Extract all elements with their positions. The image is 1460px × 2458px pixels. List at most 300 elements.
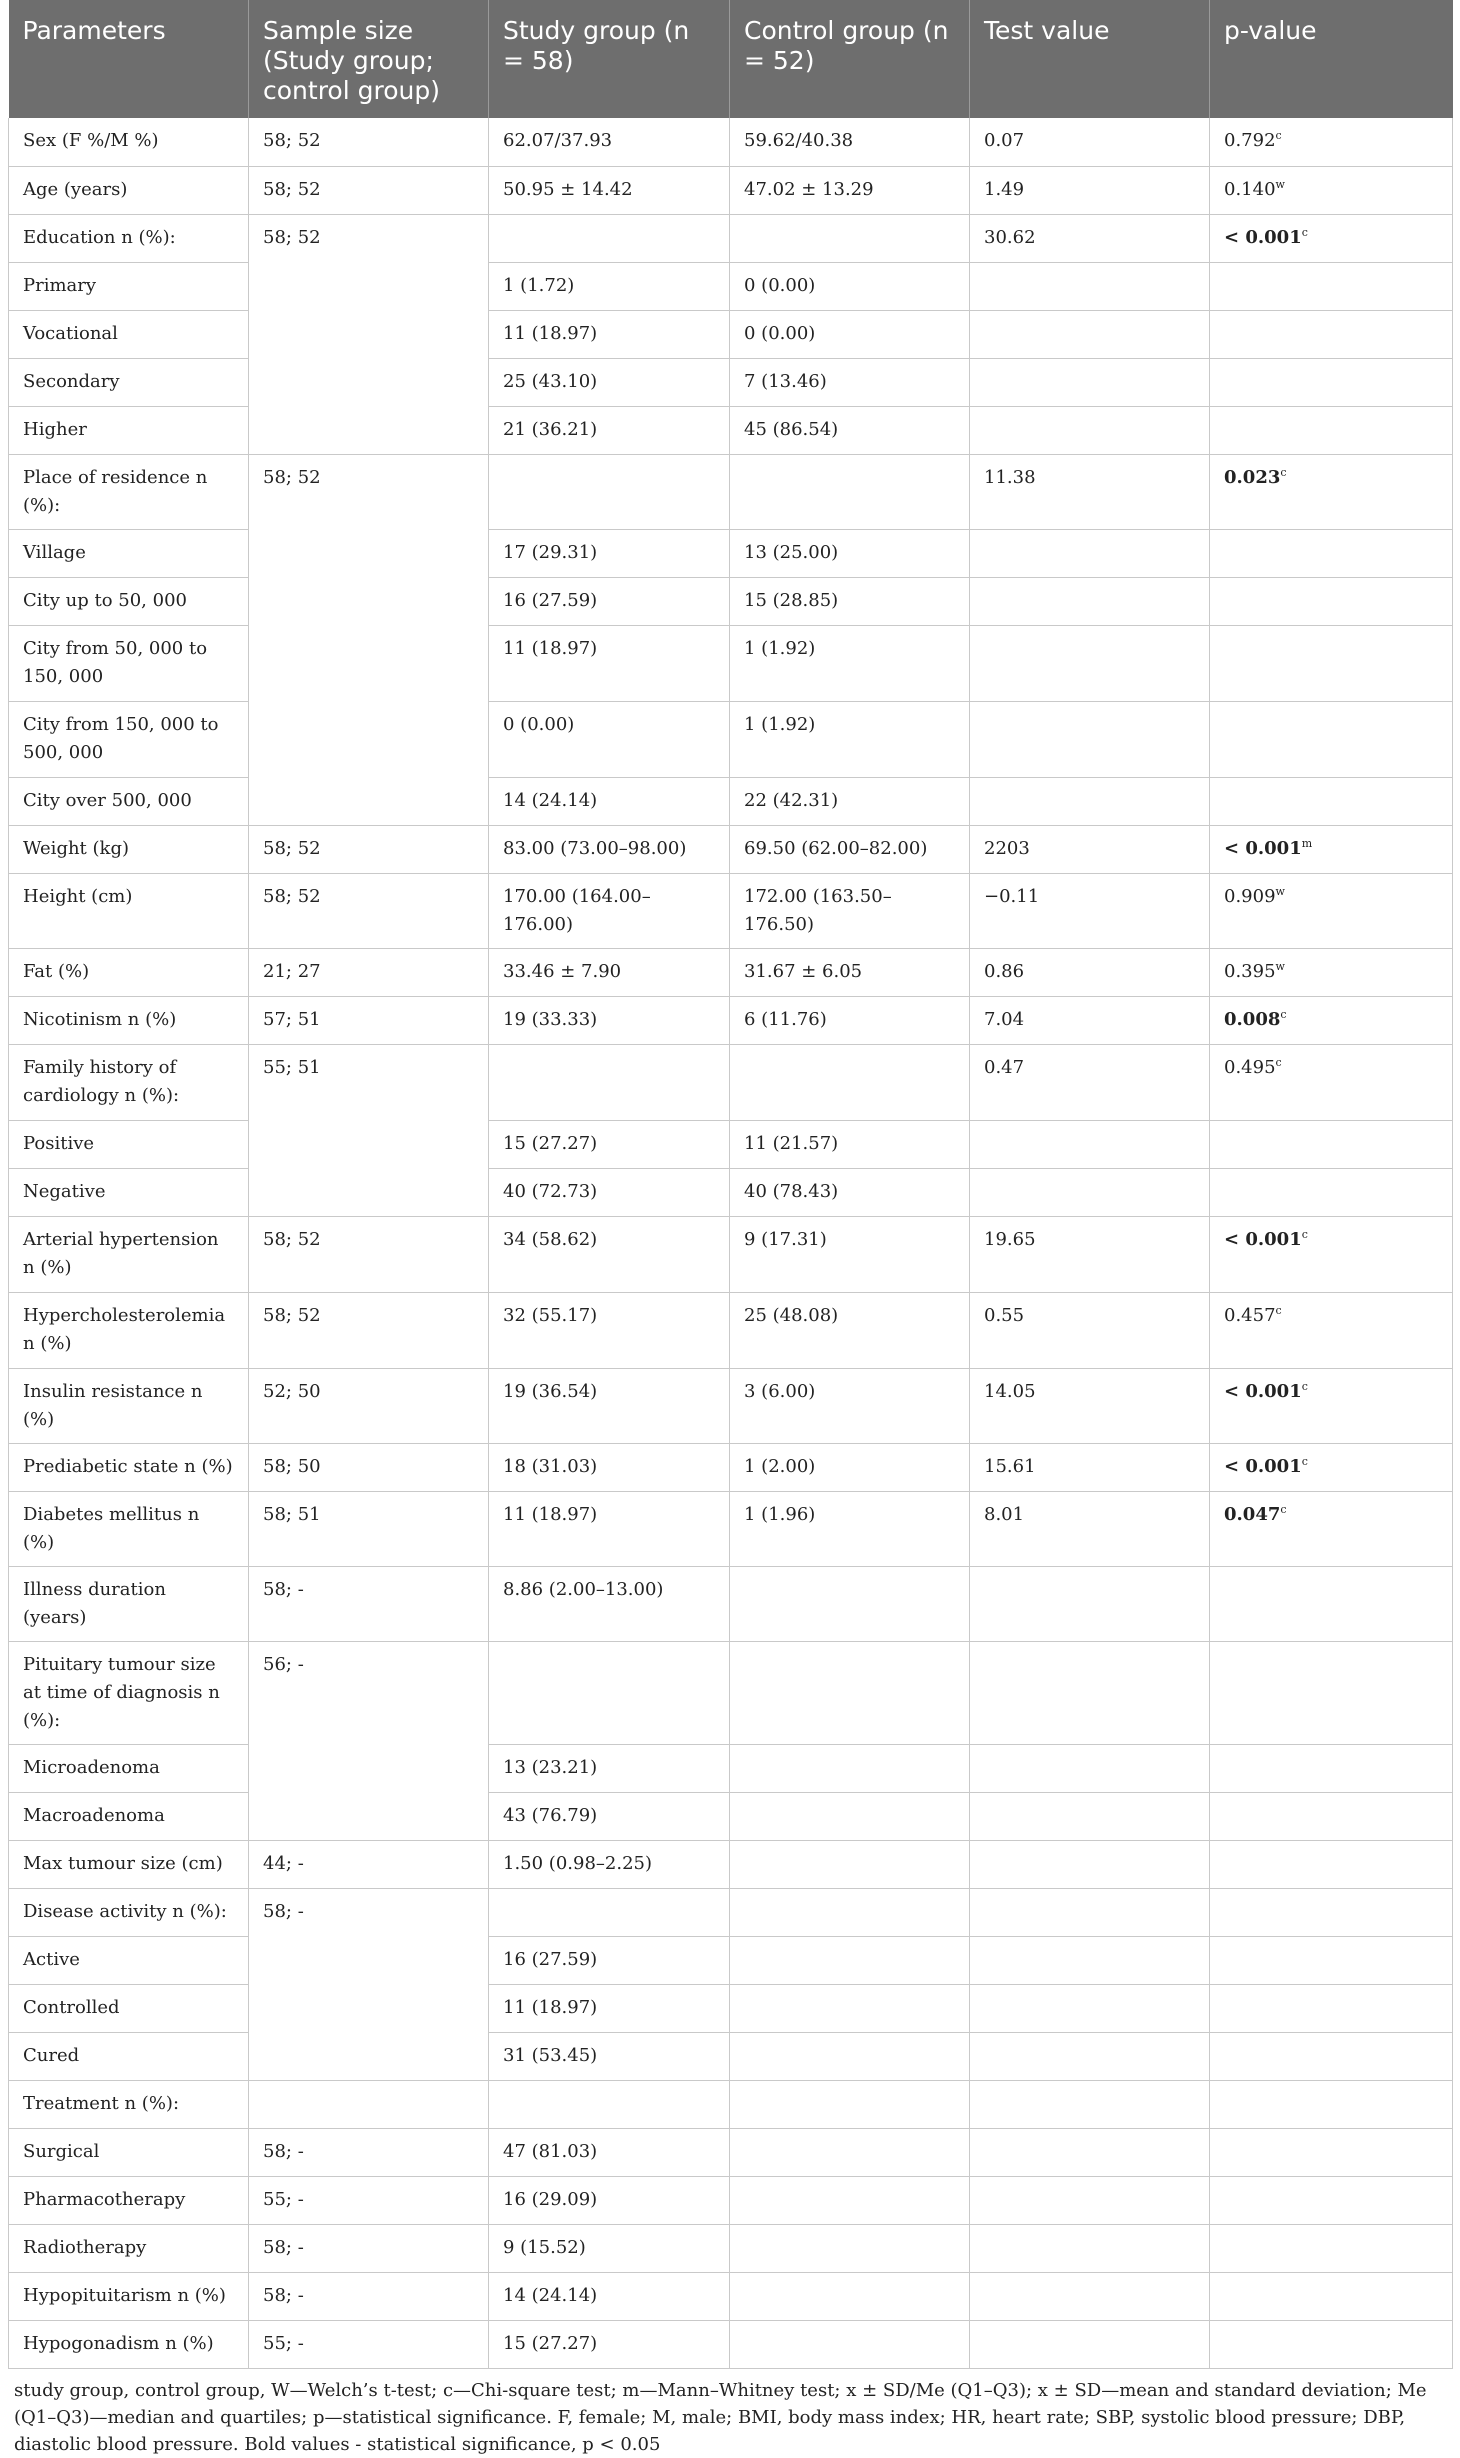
cell-sample-size: 58; 52 [249, 873, 489, 948]
cell-study-group [489, 1641, 730, 1744]
cell-p-value [1210, 1216, 1453, 1292]
cell-test-value [970, 1566, 1210, 1641]
cell-study-group: 18 (31.03) [489, 1443, 730, 1491]
cell-parameter: Pharmacotherapy [9, 2176, 249, 2224]
cell-p-value [1210, 1044, 1453, 1120]
cell-control-group [730, 1792, 970, 1840]
header-control-group: Control group (n = 52) [730, 0, 970, 118]
p-value-text: < 0.001 [1224, 1380, 1302, 1402]
table-row [9, 2272, 1453, 2320]
cell-sample-size: 58; - [249, 1888, 489, 2080]
cell-parameter: Primary [9, 262, 249, 310]
table-row [9, 777, 1453, 825]
cell-test-value [970, 625, 1210, 701]
cell-parameter: Vocational [9, 310, 249, 358]
cell-control-group: 1 (2.00) [730, 1443, 970, 1491]
table-row [9, 1566, 1453, 1641]
cell-p-value [1210, 310, 1453, 358]
cell-sample-size: 52; 50 [249, 1368, 489, 1443]
cell-test-value [970, 2272, 1210, 2320]
cell-study-group: 15 (27.27) [489, 2320, 730, 2368]
p-value-text: 0.457 [1224, 1304, 1276, 1326]
test-type-superscript: c [1301, 1454, 1308, 1468]
cell-p-value [1210, 777, 1453, 825]
test-type-superscript: w [1275, 884, 1285, 898]
cell-parameter: Place of residence n (%): [9, 454, 249, 529]
cell-p-value [1210, 1888, 1453, 1936]
cell-parameter: Fat (%) [9, 948, 249, 996]
table-row [9, 406, 1453, 454]
table-row [9, 166, 1453, 214]
cell-parameter: Active [9, 1936, 249, 1984]
cell-control-group: 0 (0.00) [730, 310, 970, 358]
cell-control-group: 11 (21.57) [730, 1120, 970, 1168]
table-row [9, 2128, 1453, 2176]
test-type-superscript: c [1301, 1227, 1308, 1241]
cell-parameter: Disease activity n (%): [9, 1888, 249, 1936]
cell-test-value: 0.47 [970, 1044, 1210, 1120]
cell-study-group: 50.95 ± 14.42 [489, 166, 730, 214]
cell-parameter: City over 500, 000 [9, 777, 249, 825]
cell-test-value [970, 1840, 1210, 1888]
cell-p-value [1210, 2320, 1453, 2368]
cell-parameter: Macroadenoma [9, 1792, 249, 1840]
table-row [9, 454, 1453, 529]
cell-parameter: Max tumour size (cm) [9, 1840, 249, 1888]
cell-study-group [489, 1888, 730, 1936]
cell-study-group: 170.00 (164.00–176.00) [489, 873, 730, 948]
cell-p-value [1210, 454, 1453, 529]
cell-test-value: −0.11 [970, 873, 1210, 948]
cell-test-value [970, 1888, 1210, 1936]
p-value-text: < 0.001 [1224, 1228, 1302, 1250]
cell-control-group: 3 (6.00) [730, 1368, 970, 1443]
cell-test-value [970, 2080, 1210, 2128]
cell-sample-size: 55; 51 [249, 1044, 489, 1216]
cell-parameter: Nicotinism n (%) [9, 996, 249, 1044]
cell-control-group [730, 2032, 970, 2080]
cell-study-group: 17 (29.31) [489, 529, 730, 577]
cell-p-value [1210, 2176, 1453, 2224]
table-row [9, 1491, 1453, 1566]
table-footnote: study group, control group, W—Welch’s t-test; c—Chi-square test; m—Mann–Whitney test; x ± SD/Me (Q1–Q3); x ± SD—mean and standard deviation; Me (Q1–Q3)—median and quartiles; p—statistical significance. F, female; M, male; BMI, body mass index; HR, heart rate; SBP, systolic blood pressure; DBP, diastolic blood pressure. Bold values - statistical significance, p < 0.05 [14, 2379, 1427, 2455]
test-type-superscript: c [1275, 1055, 1282, 1069]
cell-study-group: 47 (81.03) [489, 2128, 730, 2176]
p-value-text: 0.023 [1224, 466, 1281, 488]
cell-control-group [730, 2080, 970, 2128]
cell-parameter: Hypercholesterolemia n (%) [9, 1292, 249, 1368]
cell-parameter: Controlled [9, 1984, 249, 2032]
cell-study-group: 62.07/37.93 [489, 118, 730, 166]
table-row [9, 1443, 1453, 1491]
table-row [9, 214, 1453, 262]
cell-study-group [489, 454, 730, 529]
table-body [9, 118, 1453, 2368]
cell-parameter: Radiotherapy [9, 2224, 249, 2272]
table-row [9, 1840, 1453, 1888]
cell-sample-size: 58; 52 [249, 166, 489, 214]
cell-control-group [730, 1744, 970, 1792]
test-type-superscript: w [1275, 959, 1285, 973]
table-row [9, 1216, 1453, 1292]
cell-p-value [1210, 1168, 1453, 1216]
cell-p-value [1210, 1936, 1453, 1984]
cell-test-value: 14.05 [970, 1368, 1210, 1443]
table-row [9, 873, 1453, 948]
cell-control-group [730, 2224, 970, 2272]
cell-sample-size: 55; - [249, 2320, 489, 2368]
cell-p-value [1210, 118, 1453, 166]
cell-test-value: 8.01 [970, 1491, 1210, 1566]
cell-sample-size: 58; 50 [249, 1443, 489, 1491]
cell-control-group: 1 (1.92) [730, 701, 970, 777]
cell-study-group: 19 (33.33) [489, 996, 730, 1044]
table-row [9, 529, 1453, 577]
cell-test-value [970, 358, 1210, 406]
cell-parameter: Microadenoma [9, 1744, 249, 1792]
cell-study-group: 8.86 (2.00–13.00) [489, 1566, 730, 1641]
test-type-superscript: w [1275, 177, 1285, 191]
table-row [9, 625, 1453, 701]
cell-test-value: 2203 [970, 825, 1210, 873]
cell-control-group [730, 1888, 970, 1936]
cell-study-group: 1 (1.72) [489, 262, 730, 310]
cell-study-group: 15 (27.27) [489, 1120, 730, 1168]
cell-sample-size: 21; 27 [249, 948, 489, 996]
header-parameters: Parameters [9, 0, 249, 118]
cell-sample-size: 58; - [249, 2128, 489, 2176]
cell-control-group [730, 1641, 970, 1744]
p-value-text: 0.395 [1224, 960, 1276, 982]
table-row [9, 118, 1453, 166]
p-value-text: 0.495 [1224, 1056, 1276, 1078]
cell-control-group [730, 1936, 970, 1984]
cell-control-group [730, 2176, 970, 2224]
cell-test-value [970, 577, 1210, 625]
cell-control-group: 22 (42.31) [730, 777, 970, 825]
cell-p-value [1210, 2224, 1453, 2272]
cell-parameter: Positive [9, 1120, 249, 1168]
cell-sample-size: 55; - [249, 2176, 489, 2224]
test-type-superscript: c [1280, 1007, 1287, 1021]
cell-test-value [970, 1120, 1210, 1168]
test-type-superscript: c [1301, 1379, 1308, 1393]
cell-p-value [1210, 625, 1453, 701]
cell-p-value [1210, 1566, 1453, 1641]
cell-study-group: 25 (43.10) [489, 358, 730, 406]
cell-parameter: Village [9, 529, 249, 577]
cell-p-value [1210, 1840, 1453, 1888]
cell-sample-size: 58; 52 [249, 825, 489, 873]
table-row [9, 1888, 1453, 1936]
cell-study-group: 11 (18.97) [489, 1984, 730, 2032]
cell-p-value [1210, 358, 1453, 406]
table-row [9, 701, 1453, 777]
cell-control-group: 7 (13.46) [730, 358, 970, 406]
p-value-text: 0.909 [1224, 885, 1276, 907]
cell-p-value [1210, 1120, 1453, 1168]
header-study-group: Study group (n = 58) [489, 0, 730, 118]
cell-study-group: 34 (58.62) [489, 1216, 730, 1292]
cell-control-group [730, 2128, 970, 2176]
cell-p-value [1210, 1443, 1453, 1491]
cell-study-group: 14 (24.14) [489, 2272, 730, 2320]
cell-test-value: 7.04 [970, 996, 1210, 1044]
cell-control-group: 6 (11.76) [730, 996, 970, 1044]
table-row [9, 1168, 1453, 1216]
cell-parameter: City from 50, 000 to 150, 000 [9, 625, 249, 701]
cell-control-group [730, 1044, 970, 1120]
cell-study-group: 13 (23.21) [489, 1744, 730, 1792]
cell-sample-size: 58; - [249, 2272, 489, 2320]
cell-study-group: 33.46 ± 7.90 [489, 948, 730, 996]
table-row [9, 1641, 1453, 1744]
table-row [9, 1984, 1453, 2032]
p-value-text: < 0.001 [1224, 837, 1302, 859]
cell-parameter: Treatment n (%): [9, 2080, 249, 2128]
table-header [9, 0, 1453, 118]
cell-sample-size: 57; 51 [249, 996, 489, 1044]
cell-study-group: 83.00 (73.00–98.00) [489, 825, 730, 873]
cell-parameter: Illness duration (years) [9, 1566, 249, 1641]
cell-p-value [1210, 577, 1453, 625]
p-value-text: 0.140 [1224, 178, 1276, 200]
table-row [9, 2320, 1453, 2368]
cell-parameter: Sex (F %/M %) [9, 118, 249, 166]
table-row [9, 1292, 1453, 1368]
cell-study-group: 40 (72.73) [489, 1168, 730, 1216]
cell-study-group [489, 2080, 730, 2128]
cell-study-group: 32 (55.17) [489, 1292, 730, 1368]
test-type-superscript: c [1301, 225, 1308, 239]
test-type-superscript: c [1280, 1502, 1287, 1516]
cell-test-value: 15.61 [970, 1443, 1210, 1491]
cell-study-group: 43 (76.79) [489, 1792, 730, 1840]
cell-test-value: 0.55 [970, 1292, 1210, 1368]
cell-p-value [1210, 166, 1453, 214]
cell-control-group: 25 (48.08) [730, 1292, 970, 1368]
cell-p-value [1210, 2032, 1453, 2080]
cell-p-value [1210, 2272, 1453, 2320]
cell-sample-size [249, 2080, 489, 2128]
cell-control-group [730, 1984, 970, 2032]
cell-study-group: 21 (36.21) [489, 406, 730, 454]
cell-p-value [1210, 948, 1453, 996]
cell-study-group: 11 (18.97) [489, 625, 730, 701]
cell-parameter: Higher [9, 406, 249, 454]
cell-control-group: 15 (28.85) [730, 577, 970, 625]
cell-sample-size: 58; 52 [249, 454, 489, 825]
cell-parameter: Hypopituitarism n (%) [9, 2272, 249, 2320]
table-row [9, 1368, 1453, 1443]
cell-control-group: 172.00 (163.50–176.50) [730, 873, 970, 948]
p-value-text: < 0.001 [1224, 226, 1302, 248]
cell-test-value [970, 1984, 1210, 2032]
cell-test-value [970, 529, 1210, 577]
table-row [9, 825, 1453, 873]
header-sample-size: Sample size (Study group; control group) [249, 0, 489, 118]
cell-parameter: Arterial hypertension n (%) [9, 1216, 249, 1292]
table-row [9, 1120, 1453, 1168]
cell-sample-size: 58; 52 [249, 1216, 489, 1292]
cell-parameter: Education n (%): [9, 214, 249, 262]
cell-p-value [1210, 1792, 1453, 1840]
cell-test-value [970, 1168, 1210, 1216]
table-row [9, 2224, 1453, 2272]
table-row [9, 577, 1453, 625]
cell-control-group: 69.50 (62.00–82.00) [730, 825, 970, 873]
cell-parameter: Cured [9, 2032, 249, 2080]
cell-test-value [970, 310, 1210, 358]
cell-study-group [489, 214, 730, 262]
cell-p-value [1210, 2080, 1453, 2128]
cell-parameter: Insulin resistance n (%) [9, 1368, 249, 1443]
cell-control-group: 9 (17.31) [730, 1216, 970, 1292]
cell-parameter: Diabetes mellitus n (%) [9, 1491, 249, 1566]
header-row [9, 0, 1453, 118]
cell-control-group [730, 454, 970, 529]
cell-parameter: Surgical [9, 2128, 249, 2176]
cell-p-value [1210, 1641, 1453, 1744]
cell-p-value [1210, 262, 1453, 310]
cell-study-group: 16 (27.59) [489, 577, 730, 625]
cell-parameter: Family history of cardiology n (%): [9, 1044, 249, 1120]
cell-study-group: 19 (36.54) [489, 1368, 730, 1443]
cell-p-value [1210, 1984, 1453, 2032]
cell-control-group [730, 1566, 970, 1641]
cell-parameter: Pituitary tumour size at time of diagnosis n (%): [9, 1641, 249, 1744]
table-row [9, 1044, 1453, 1120]
table-row [9, 1936, 1453, 1984]
cell-study-group [489, 1044, 730, 1120]
test-type-superscript: c [1280, 465, 1287, 479]
cell-p-value [1210, 529, 1453, 577]
cell-study-group: 1.50 (0.98–2.25) [489, 1840, 730, 1888]
header-test-value: Test value [970, 0, 1210, 118]
cell-test-value [970, 1936, 1210, 1984]
cell-control-group: 1 (1.96) [730, 1491, 970, 1566]
cell-p-value [1210, 701, 1453, 777]
table-row [9, 948, 1453, 996]
cell-test-value [970, 701, 1210, 777]
cell-control-group: 31.67 ± 6.05 [730, 948, 970, 996]
table-row [9, 2080, 1453, 2128]
cell-p-value [1210, 2128, 1453, 2176]
table-container [8, 0, 1452, 2458]
p-value-text: 0.008 [1224, 1008, 1281, 1030]
cell-control-group: 13 (25.00) [730, 529, 970, 577]
table-row [9, 2176, 1453, 2224]
cell-control-group [730, 2320, 970, 2368]
cell-p-value [1210, 406, 1453, 454]
cell-sample-size: 58; 52 [249, 118, 489, 166]
test-type-superscript: c [1275, 1303, 1282, 1317]
table-row [9, 262, 1453, 310]
cell-sample-size: 58; 52 [249, 214, 489, 454]
cell-p-value [1210, 996, 1453, 1044]
table-row [9, 358, 1453, 406]
cell-test-value [970, 2176, 1210, 2224]
cell-p-value [1210, 214, 1453, 262]
cell-sample-size: 58; 52 [249, 1292, 489, 1368]
cell-sample-size: 58; - [249, 1566, 489, 1641]
demographics-table [8, 0, 1453, 2369]
cell-test-value [970, 262, 1210, 310]
cell-study-group: 16 (29.09) [489, 2176, 730, 2224]
p-value-text: < 0.001 [1224, 1455, 1302, 1477]
cell-control-group: 45 (86.54) [730, 406, 970, 454]
cell-sample-size: 44; - [249, 1840, 489, 1888]
cell-test-value: 30.62 [970, 214, 1210, 262]
cell-parameter: Height (cm) [9, 873, 249, 948]
cell-test-value [970, 1792, 1210, 1840]
cell-test-value [970, 2032, 1210, 2080]
cell-p-value [1210, 873, 1453, 948]
cell-control-group: 0 (0.00) [730, 262, 970, 310]
cell-test-value: 1.49 [970, 166, 1210, 214]
cell-p-value [1210, 1292, 1453, 1368]
p-value-text: 0.047 [1224, 1503, 1281, 1525]
cell-sample-size: 56; - [249, 1641, 489, 1840]
header-p-value: p-value [1210, 0, 1453, 118]
cell-control-group [730, 214, 970, 262]
table-row [9, 996, 1453, 1044]
cell-control-group [730, 2272, 970, 2320]
cell-sample-size: 58; 51 [249, 1491, 489, 1566]
cell-p-value [1210, 1744, 1453, 1792]
cell-control-group: 47.02 ± 13.29 [730, 166, 970, 214]
cell-parameter: Secondary [9, 358, 249, 406]
cell-test-value [970, 1744, 1210, 1792]
cell-parameter: City from 150, 000 to 500, 000 [9, 701, 249, 777]
cell-study-group: 11 (18.97) [489, 310, 730, 358]
cell-study-group: 11 (18.97) [489, 1491, 730, 1566]
cell-control-group: 40 (78.43) [730, 1168, 970, 1216]
cell-parameter: Negative [9, 1168, 249, 1216]
cell-study-group: 9 (15.52) [489, 2224, 730, 2272]
cell-sample-size: 58; - [249, 2224, 489, 2272]
cell-parameter: Weight (kg) [9, 825, 249, 873]
test-type-superscript: c [1275, 129, 1282, 142]
cell-control-group: 59.62/40.38 [730, 118, 970, 166]
cell-test-value: 19.65 [970, 1216, 1210, 1292]
cell-control-group: 1 (1.92) [730, 625, 970, 701]
cell-test-value [970, 2224, 1210, 2272]
test-type-superscript: m [1301, 836, 1313, 850]
cell-study-group: 0 (0.00) [489, 701, 730, 777]
cell-study-group: 16 (27.59) [489, 1936, 730, 1984]
cell-parameter: Hypogonadism n (%) [9, 2320, 249, 2368]
cell-test-value [970, 2320, 1210, 2368]
table-row [9, 1744, 1453, 1792]
cell-control-group [730, 1840, 970, 1888]
table-row [9, 1792, 1453, 1840]
cell-study-group: 14 (24.14) [489, 777, 730, 825]
cell-test-value [970, 406, 1210, 454]
cell-p-value [1210, 1368, 1453, 1443]
cell-parameter: Prediabetic state n (%) [9, 1443, 249, 1491]
cell-test-value: 11.38 [970, 454, 1210, 529]
table-row [9, 2032, 1453, 2080]
cell-test-value [970, 777, 1210, 825]
cell-p-value [1210, 1491, 1453, 1566]
cell-test-value [970, 2128, 1210, 2176]
cell-parameter: City up to 50, 000 [9, 577, 249, 625]
cell-test-value [970, 1641, 1210, 1744]
p-value-text: 0.792 [1224, 130, 1276, 151]
cell-test-value: 0.86 [970, 948, 1210, 996]
cell-test-value: 0.07 [970, 118, 1210, 166]
